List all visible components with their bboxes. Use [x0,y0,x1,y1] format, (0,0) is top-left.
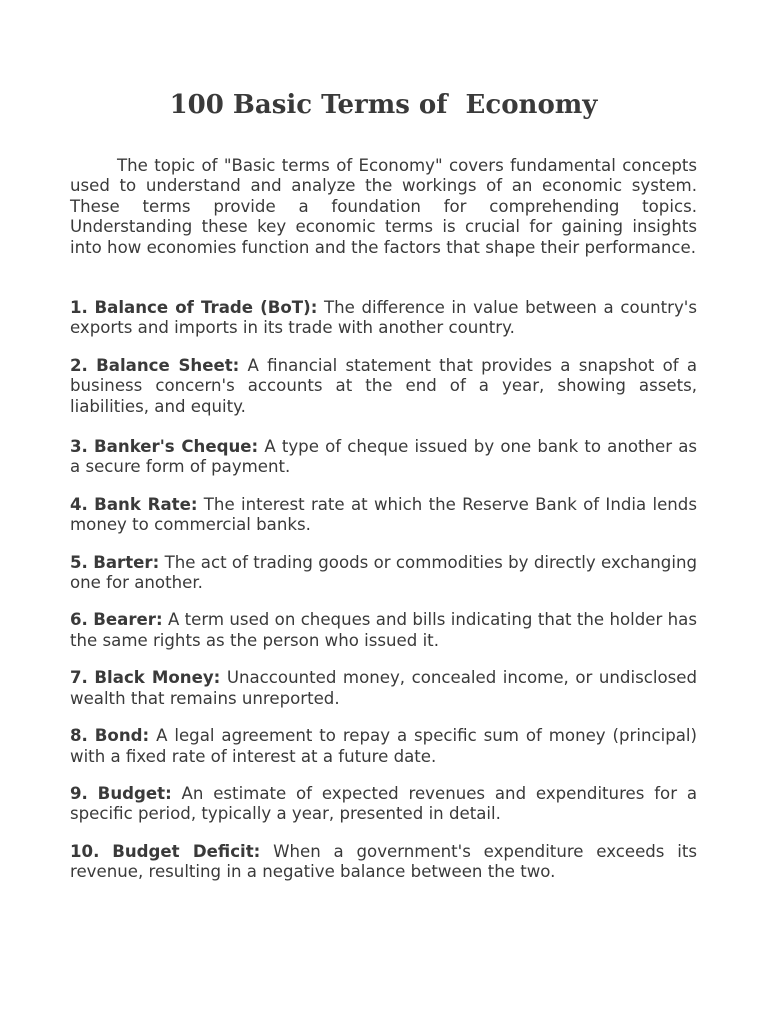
term-item-6 [70,610,697,651]
term-item-4 [70,495,697,536]
term-number: 1. [70,298,88,317]
term-name: Banker's Cheque: [94,437,259,457]
term-definition: Unaccounted money, concealed income, or undisclosed wealth that remains unreported. [70,668,697,708]
intro-paragraph: The topic of "Basic terms of Economy" covers fundamental concepts used to understand and analyze the workings of an economic system. These terms provide a foundation for comprehending topics. Understanding these key economic terms is crucial for gaining insights into how economies function and the factors that shape their performance. [70,156,697,257]
term-definition: The difference in value between a country's exports and imports in its trade with another country. [70,298,697,338]
term-name: Bond: [94,726,150,746]
term-number: 9. [70,783,88,803]
term-name: Barter: [93,552,160,572]
term-number: 6. [70,610,88,630]
term-definition: The act of trading goods or commodities by directly exchanging one for another. [70,552,697,593]
term-number: 8. [70,726,88,746]
term-definition: A financial statement that provides a snapshot of a business concern's accounts at the end of a year, showing assets, liabilities, and equity. [70,355,697,416]
term-definition: A type of cheque issued by one bank to another as a secure form of payment. [70,437,698,477]
term-item-2 [70,356,697,417]
term-definition: An estimate of expected revenues and expenditures for a specific period, typically a year, presented in detail. [70,783,697,824]
term-number: 5. [70,552,88,572]
term-item-8 [70,726,697,767]
term-name: Black Money: [94,668,221,688]
term-name: Budget Deficit: [112,841,261,861]
term-number: 2. [70,355,88,375]
term-item-1 [70,298,697,339]
term-name: Bearer: [93,610,163,630]
term-number: 3. [70,437,88,457]
term-item-7 [70,668,697,709]
term-name: Bank Rate: [94,494,198,514]
term-name: Budget: [97,783,172,803]
term-definition: When a government's expenditure exceeds its revenue, resulting in a negative balance between the two. [70,841,697,882]
term-number: 10. [70,841,100,861]
term-definition: The interest rate at which the Reserve Bank of India lends money to commercial banks. [70,494,697,535]
term-number: 4. [70,494,88,514]
term-item-10 [70,842,697,883]
term-definition: A legal agreement to repay a specific sum of money (principal) with a fixed rate of interest at a future date. [70,726,698,766]
term-definition: A term used on cheques and bills indicating that the holder has the same rights as the person who issued it. [70,610,697,650]
term-name: Balance of Trade (BoT): [94,298,318,317]
term-name: Balance Sheet: [96,355,240,375]
term-item-5 [70,553,697,594]
terms-list [70,298,697,900]
term-item-3 [70,437,697,478]
page-title: 100 Basic Terms of Economy [169,90,598,120]
term-number: 7. [70,668,88,688]
term-item-9 [70,784,697,825]
